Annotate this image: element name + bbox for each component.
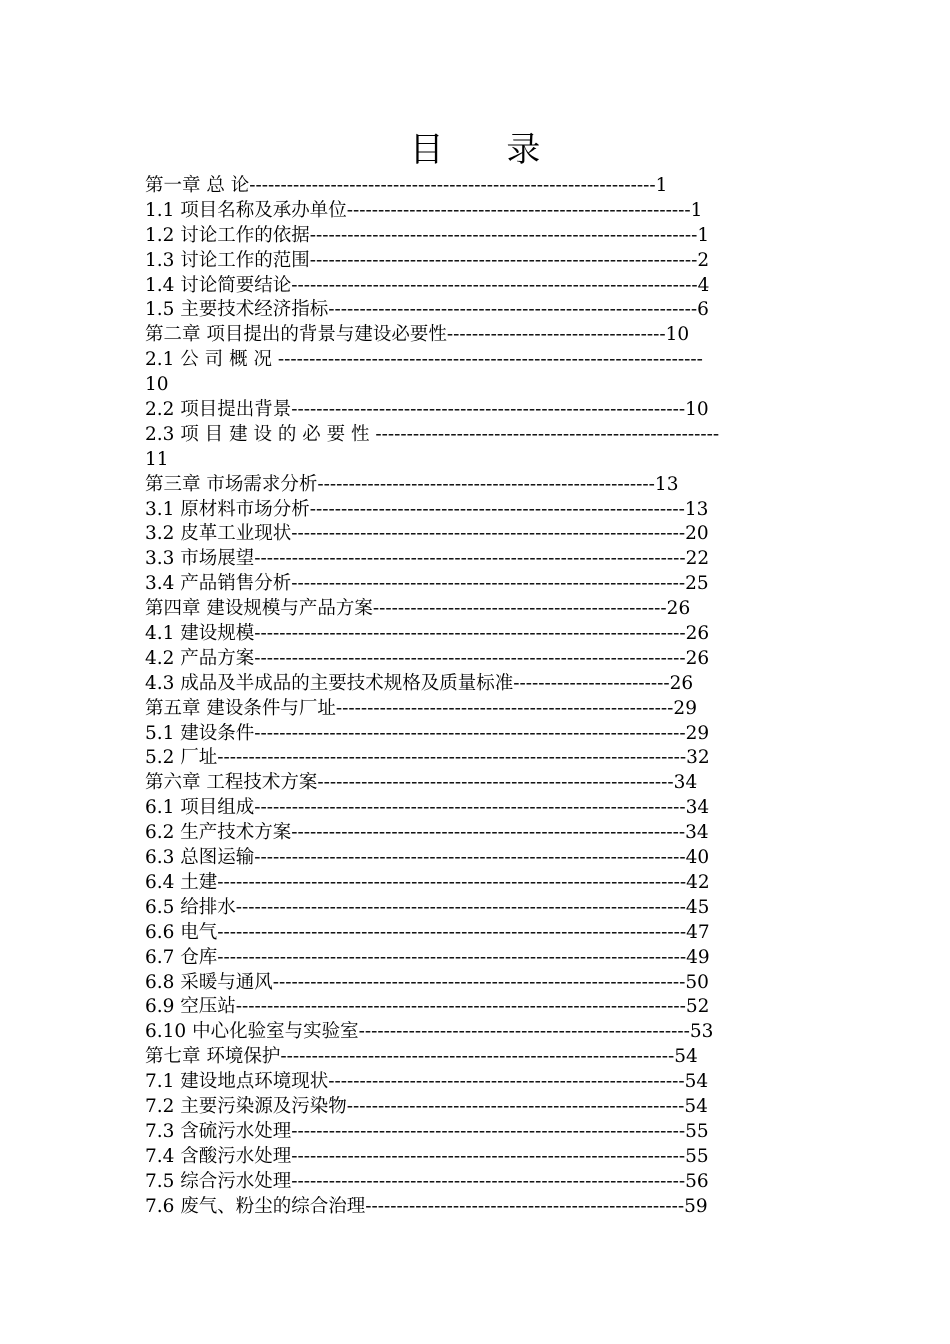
toc-line[interactable]: 3.3 市场展望---------------------------------------------------------------------22 bbox=[145, 548, 710, 570]
toc-line[interactable]: 第六章 工程技术方案---------------------------------------------------------34 bbox=[145, 772, 698, 794]
toc-line[interactable]: 10 bbox=[145, 374, 169, 396]
toc-line[interactable]: 第二章 项目提出的背景与建设必要性-----------------------------------10 bbox=[145, 324, 690, 346]
toc-line[interactable]: 7.6 废气、粉尘的综合治理---------------------------------------------------59 bbox=[145, 1195, 708, 1217]
toc-line[interactable]: 6.2 生产技术方案---------------------------------------------------------------34 bbox=[145, 822, 709, 844]
toc-line[interactable]: 2.2 项目提出背景---------------------------------------------------------------10 bbox=[145, 399, 709, 421]
toc-line[interactable]: 第四章 建设规模与产品方案-----------------------------------------------26 bbox=[145, 598, 691, 620]
toc-line[interactable]: 4.3 成品及半成品的主要技术规格及质量标准-------------------------26 bbox=[145, 672, 694, 694]
toc-line[interactable]: 1.4 讨论简要结论-----------------------------------------------------------------4 bbox=[145, 274, 710, 296]
toc-line[interactable]: 4.2 产品方案---------------------------------------------------------------------26 bbox=[145, 647, 710, 669]
toc-line[interactable]: 6.4 土建---------------------------------------------------------------------------42 bbox=[145, 871, 710, 893]
page-title: 目 录 bbox=[409, 130, 567, 170]
toc-line[interactable]: 3.2 皮革工业现状---------------------------------------------------------------20 bbox=[145, 523, 709, 545]
toc-line[interactable]: 6.7 仓库---------------------------------------------------------------------------49 bbox=[145, 946, 710, 968]
toc-line[interactable]: 第七章 环境保护---------------------------------------------------------------54 bbox=[145, 1046, 698, 1068]
toc-line[interactable]: 5.2 厂址---------------------------------------------------------------------------32 bbox=[145, 747, 710, 769]
toc-line[interactable]: 7.1 建设地点环境现状---------------------------------------------------------54 bbox=[145, 1071, 709, 1093]
toc-line[interactable]: 1.3 讨论工作的范围--------------------------------------------------------------2 bbox=[145, 249, 710, 271]
toc-line[interactable]: 7.5 综合污水处理---------------------------------------------------------------56 bbox=[145, 1170, 709, 1192]
toc-line[interactable]: 6.8 采暖与通风------------------------------------------------------------------50 bbox=[145, 971, 709, 993]
toc-line[interactable]: 1.5 主要技术经济指标-----------------------------------------------------------6 bbox=[145, 299, 709, 321]
toc-line[interactable]: 6.9 空压站------------------------------------------------------------------------52 bbox=[145, 996, 710, 1018]
toc-line[interactable]: 7.3 含硫污水处理---------------------------------------------------------------55 bbox=[145, 1120, 709, 1142]
toc-line[interactable]: 11 bbox=[145, 448, 169, 470]
toc-line[interactable]: 6.3 总图运输---------------------------------------------------------------------40 bbox=[145, 847, 710, 869]
toc-line[interactable]: 2.1 公 司 概 况 -------------------------------------------------------------------- bbox=[145, 349, 703, 371]
toc-line[interactable]: 第一章 总 论-----------------------------------------------------------------1 bbox=[145, 175, 668, 196]
toc-line[interactable]: 第三章 市场需求分析------------------------------------------------------13 bbox=[145, 473, 679, 495]
toc-line[interactable]: 6.10 中心化验室与实验室-----------------------------------------------------53 bbox=[145, 1021, 714, 1043]
toc-line[interactable]: 7.2 主要污染源及污染物------------------------------------------------------54 bbox=[145, 1095, 708, 1117]
toc-line[interactable]: 第五章 建设条件与厂址------------------------------------------------------29 bbox=[145, 697, 697, 719]
toc-line[interactable]: 1.1 项目名称及承办单位-------------------------------------------------------1 bbox=[145, 199, 703, 221]
table-of-contents bbox=[145, 174, 809, 1219]
toc-line[interactable]: 6.5 给排水------------------------------------------------------------------------45 bbox=[145, 896, 710, 918]
toc-line[interactable]: 2.3 项 目 建 设 的 必 要 性 ------------------------------------------------------- bbox=[145, 423, 720, 445]
toc-line[interactable]: 7.4 含酸污水处理---------------------------------------------------------------55 bbox=[145, 1145, 709, 1167]
toc-line[interactable]: 6.1 项目组成---------------------------------------------------------------------34 bbox=[145, 797, 710, 819]
toc-line[interactable]: 3.1 原材料市场分析------------------------------------------------------------13 bbox=[145, 498, 709, 520]
toc-line[interactable]: 1.2 讨论工作的依据--------------------------------------------------------------1 bbox=[145, 224, 710, 246]
toc-line[interactable]: 6.6 电气---------------------------------------------------------------------------47 bbox=[145, 921, 710, 943]
toc-line[interactable]: 4.1 建设规模---------------------------------------------------------------------26 bbox=[145, 623, 710, 645]
toc-line[interactable]: 3.4 产品销售分析---------------------------------------------------------------25 bbox=[145, 573, 709, 595]
toc-line[interactable]: 5.1 建设条件---------------------------------------------------------------------29 bbox=[145, 722, 710, 744]
